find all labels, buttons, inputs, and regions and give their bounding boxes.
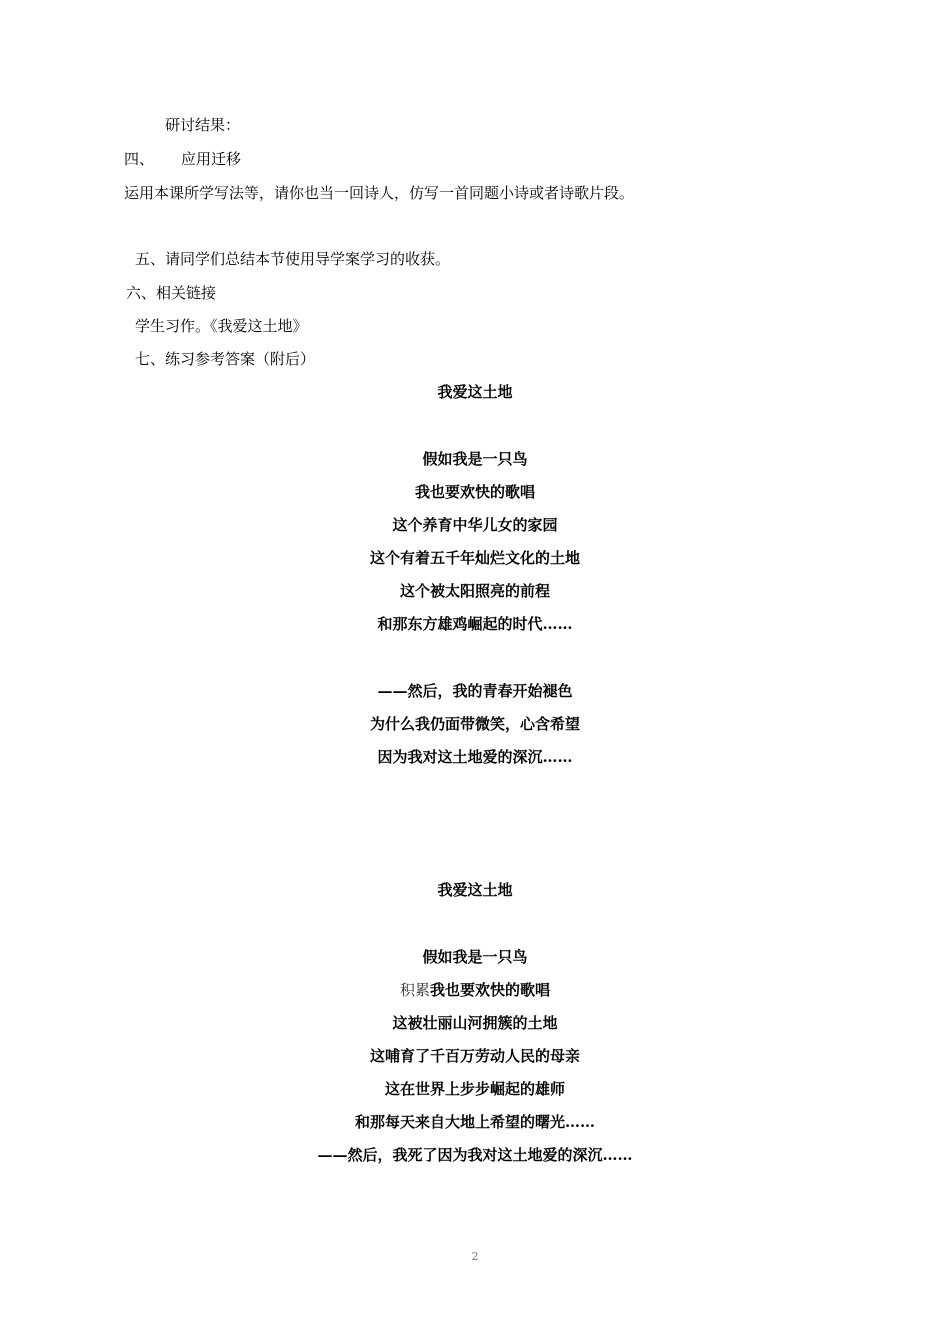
poem1-title: 我爱这土地 xyxy=(437,383,513,401)
poem2-line-text: 我也要欢快的歌唱 xyxy=(430,981,551,999)
poem1-stanza2-line: 为什么我仍面带微笑，心含希望 xyxy=(369,715,580,733)
section-7: 七、练习参考答案（附后） xyxy=(135,350,316,368)
poem2-prefix: 积累 xyxy=(399,981,430,999)
page-number: 2 xyxy=(471,1250,479,1263)
poem1-line: 假如我是一只鸟 xyxy=(422,450,528,468)
poem1-line: 这个养育中华儿女的家园 xyxy=(392,516,558,534)
poem2-line: ——然后，我死了因为我对这土地爱的深沉…… xyxy=(317,1146,633,1164)
poem2-line: 这哺育了千百万劳动人民的母亲 xyxy=(369,1047,580,1065)
section-6-body: 学生习作。《我爱这土地》 xyxy=(135,317,308,335)
poem2-line: 假如我是一只鸟 xyxy=(422,948,528,966)
section-6: 六、相关链接 xyxy=(126,284,217,302)
section-4-number: 四、 xyxy=(124,150,155,168)
poem2-line: 这在世界上步步崛起的雄师 xyxy=(384,1080,565,1098)
poem2-line: 和那每天来自大地上希望的曙光…… xyxy=(354,1113,595,1131)
discussion-result-label: 研讨结果： xyxy=(165,116,241,134)
poem1-line: 这个被太阳照亮的前程 xyxy=(399,582,550,600)
poem1-line: 我也要欢快的歌唱 xyxy=(414,483,535,501)
section-4-title: 应用迁移 xyxy=(181,150,242,168)
poem2-line-with-prefix xyxy=(0,980,950,1000)
section-4-body: 运用本课所学写法等，请你也当一回诗人，仿写一首同题小诗或者诗歌片段。 xyxy=(124,184,635,202)
poem1-line: 和那东方雄鸡崛起的时代…… xyxy=(377,615,573,633)
poem1-line: 这个有着五千年灿烂文化的土地 xyxy=(369,549,580,567)
poem1-stanza2-line: 因为我对这土地爱的深沉…… xyxy=(377,748,573,766)
poem1-stanza2-line: ——然后，我的青春开始褪色 xyxy=(377,682,573,700)
section-5: 五、请同学们总结本节使用导学案学习的收获。 xyxy=(135,250,451,268)
poem2-title: 我爱这土地 xyxy=(437,881,513,899)
poem2-line: 这被壮丽山河拥簇的土地 xyxy=(392,1014,558,1032)
